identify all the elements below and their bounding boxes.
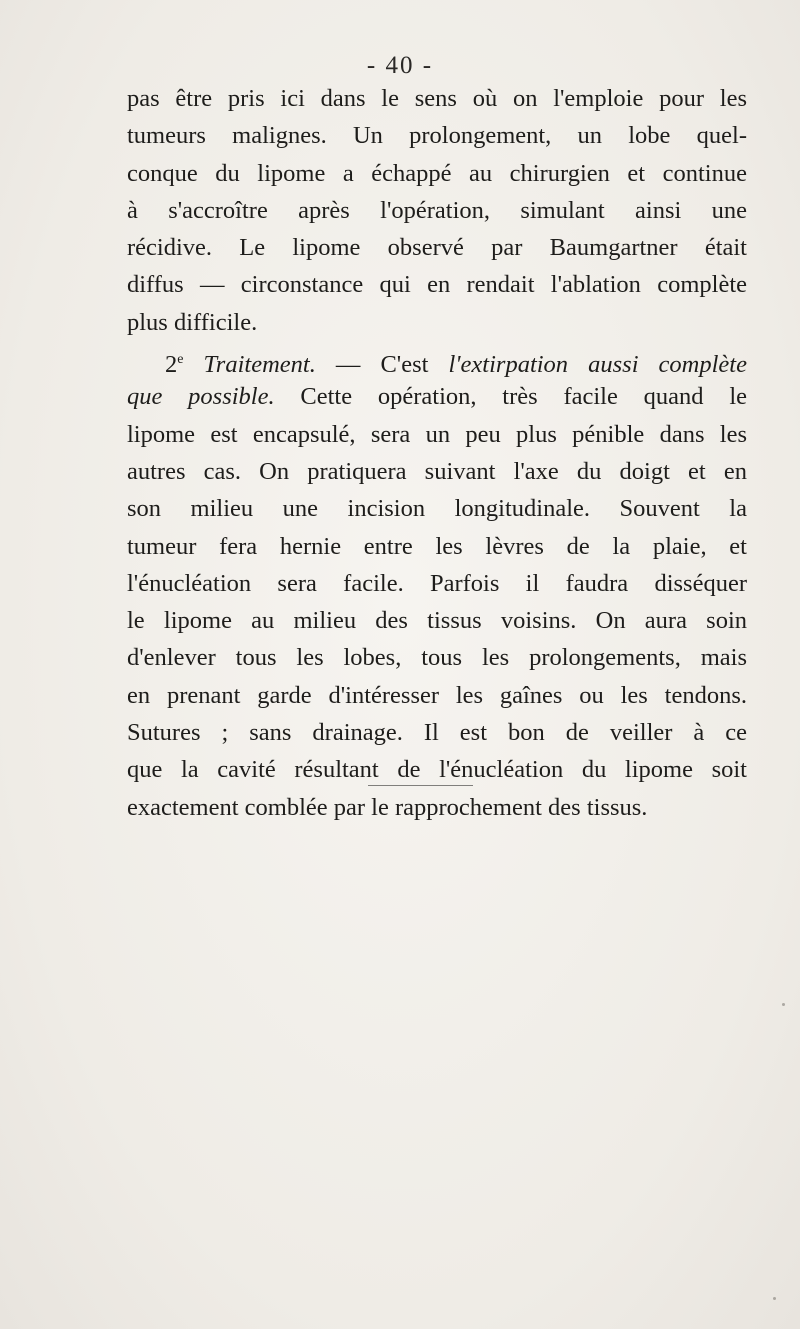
paragraph-2 <box>127 341 747 826</box>
section-heading-line <box>127 341 747 378</box>
text-line <box>127 378 747 415</box>
superscript-suffix: e <box>177 352 184 368</box>
text-line: l'énucléation sera facile. Parfois il faudra disséquer <box>127 569 747 597</box>
text-line: Sutures ; sans drainage. Il est bon de veiller à ce <box>127 719 747 747</box>
paragraph-1 <box>127 80 747 341</box>
text-line: tumeur fera hernie entre les lèvres de la plaie, et <box>127 532 747 560</box>
text-line: récidive. Le lipome observé par Baumgartner était <box>127 234 747 262</box>
text-line: diffus — circonstance qui en rendait l'ablation complète <box>127 271 747 299</box>
text-span: Cette opération, très facile quand le <box>300 383 747 411</box>
text-line: que la cavité résultant de l'énucléation du lipome soit <box>127 756 747 784</box>
text-line: plus difficile. <box>127 308 258 336</box>
heading-number: 2e <box>165 351 184 379</box>
text-line: son milieu une incision longitudinale. Souvent la <box>127 495 747 523</box>
page-number: - 40 - <box>366 52 434 79</box>
text-line: lipome est encapsulé, sera un peu plus pénible dans les <box>127 420 747 448</box>
text-line: d'enlever tous les lobes, tous les prolongements, mais <box>127 644 747 672</box>
text-line: exactement comblée par le rapprochement des tissus. <box>127 793 648 821</box>
body-text <box>127 80 747 826</box>
section-divider <box>368 785 473 786</box>
text-line: pas être pris ici dans le sens où on l'emploie pour les <box>127 85 747 112</box>
paper-speck <box>782 1003 785 1006</box>
emphasis-text: l'extirpation aussi complète <box>448 351 747 379</box>
emphasis-text: que possible. <box>127 383 275 411</box>
text-line: tumeurs malignes. Un prolongement, un lobe quel- <box>127 122 747 150</box>
text-line: autres cas. On pratiquera suivant l'axe du doigt et en <box>127 457 747 485</box>
paper-speck <box>773 1297 776 1300</box>
text-line: conque du lipome a échappé au chirurgien et continue <box>127 159 747 187</box>
text-line: le lipome au milieu des tissus voisins. On aura soin <box>127 607 747 635</box>
heading-title: Traitement. <box>203 351 316 379</box>
text-line: en prenant garde d'intéresser les gaînes ou les tendons. <box>127 681 747 709</box>
text-line: à s'accroître après l'opération, simulant ainsi une <box>127 196 747 224</box>
heading-dash: — C'est <box>335 351 429 379</box>
